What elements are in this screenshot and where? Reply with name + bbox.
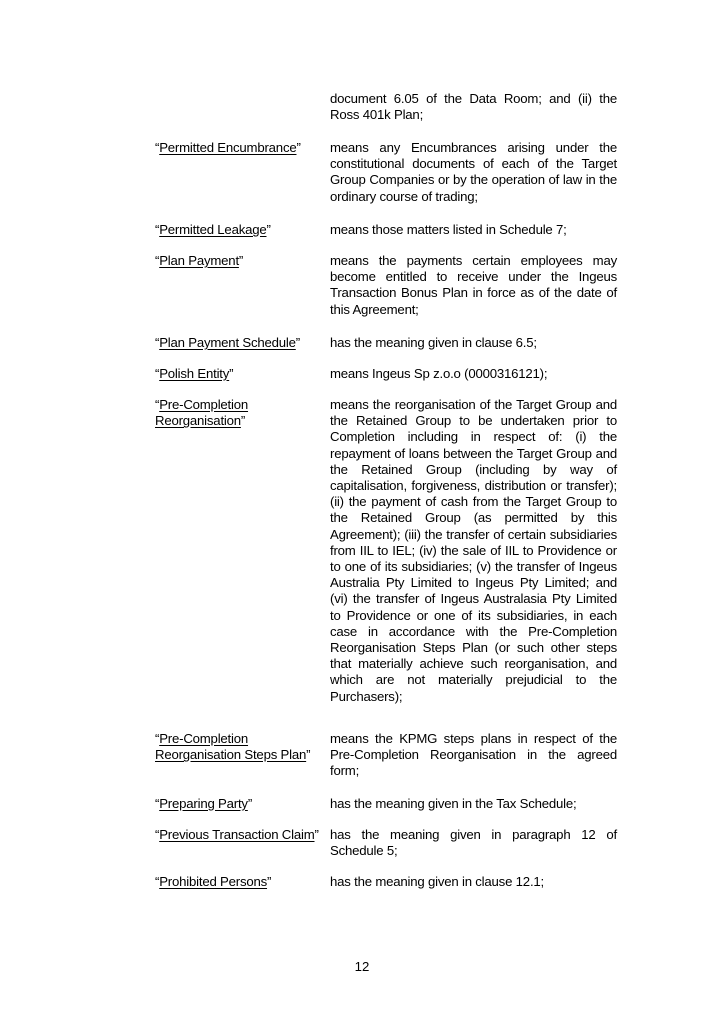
- definition-term: “Pre-Completion Reorganisation”: [155, 397, 249, 429]
- definition-term: “Polish Entity”: [155, 366, 234, 381]
- definition-term: “Preparing Party”: [155, 796, 253, 811]
- definition-term: “Plan Payment Schedule”: [155, 335, 300, 350]
- definition-term: “Permitted Encumbrance”: [155, 140, 301, 155]
- definition-text: has the meaning given in clause 6.5;: [330, 335, 537, 350]
- definition-text: means those matters listed in Schedule 7;: [330, 222, 567, 237]
- definition-term: “Prohibited Persons”: [155, 874, 272, 889]
- definition-term: “Permitted Leakage”: [155, 222, 271, 237]
- definition-term: “Plan Payment”: [155, 253, 244, 268]
- definition-term: “Previous Transaction Claim”: [155, 827, 319, 842]
- definition-text: means Ingeus Sp z.o.o (0000316121);: [330, 366, 548, 381]
- definition-term: “Pre-Completion Reorganisation Steps Plan”: [155, 731, 311, 763]
- definition-text: means any Encumbrances arising under the constitutional documents of each of the Target Group Companies or by the operation of law in the ordinary course of trading;: [330, 140, 617, 204]
- definition-text: means the reorganisation of the Target Group and the Retained Group to be undertaken prior to Completion including in respect of: (i) the repayment of loans between the Target Group and the Retained Group (including by way of capitalisation, forgiveness, distribution or transfer); (ii) the payment of cash from the Target Group to the Retained Group (as permitted by this Agreement); (iii) the transfer of certain subsidiaries from IIL to IEL; (iv) the sale of IIL to Providence or to one of its subsidiaries; (v) the transfer of Ingeus Australia Pty Limited to Ingeus Pty Limited; and (vi) the transfer of Ingeus Australasia Pty Limited to Providence or one of its subsidiaries, in each case in accordance with the Pre-Completion Reorganisation Steps Plan (or such other steps that materially achieve such reorganisation, and which are not materially prejudicial to the Purchasers);: [330, 397, 617, 704]
- page-number: 12: [354, 959, 370, 974]
- definition-text: has the meaning given in the Tax Schedule;: [330, 796, 577, 811]
- definition-text: has the meaning given in clause 12.1;: [330, 874, 545, 889]
- definition-text: means the payments certain employees may become entitled to receive under the Ingeus Transaction Bonus Plan in force as of the date of this Agreement;: [330, 253, 617, 317]
- continuation-text: document 6.05 of the Data Room; and (ii) the Ross 401k Plan;: [330, 91, 617, 123]
- definition-text: has the meaning given in paragraph 12 of Schedule 5;: [330, 827, 617, 859]
- definition-text: means the KPMG steps plans in respect of the Pre-Completion Reorganisation in the agreed form;: [330, 731, 617, 779]
